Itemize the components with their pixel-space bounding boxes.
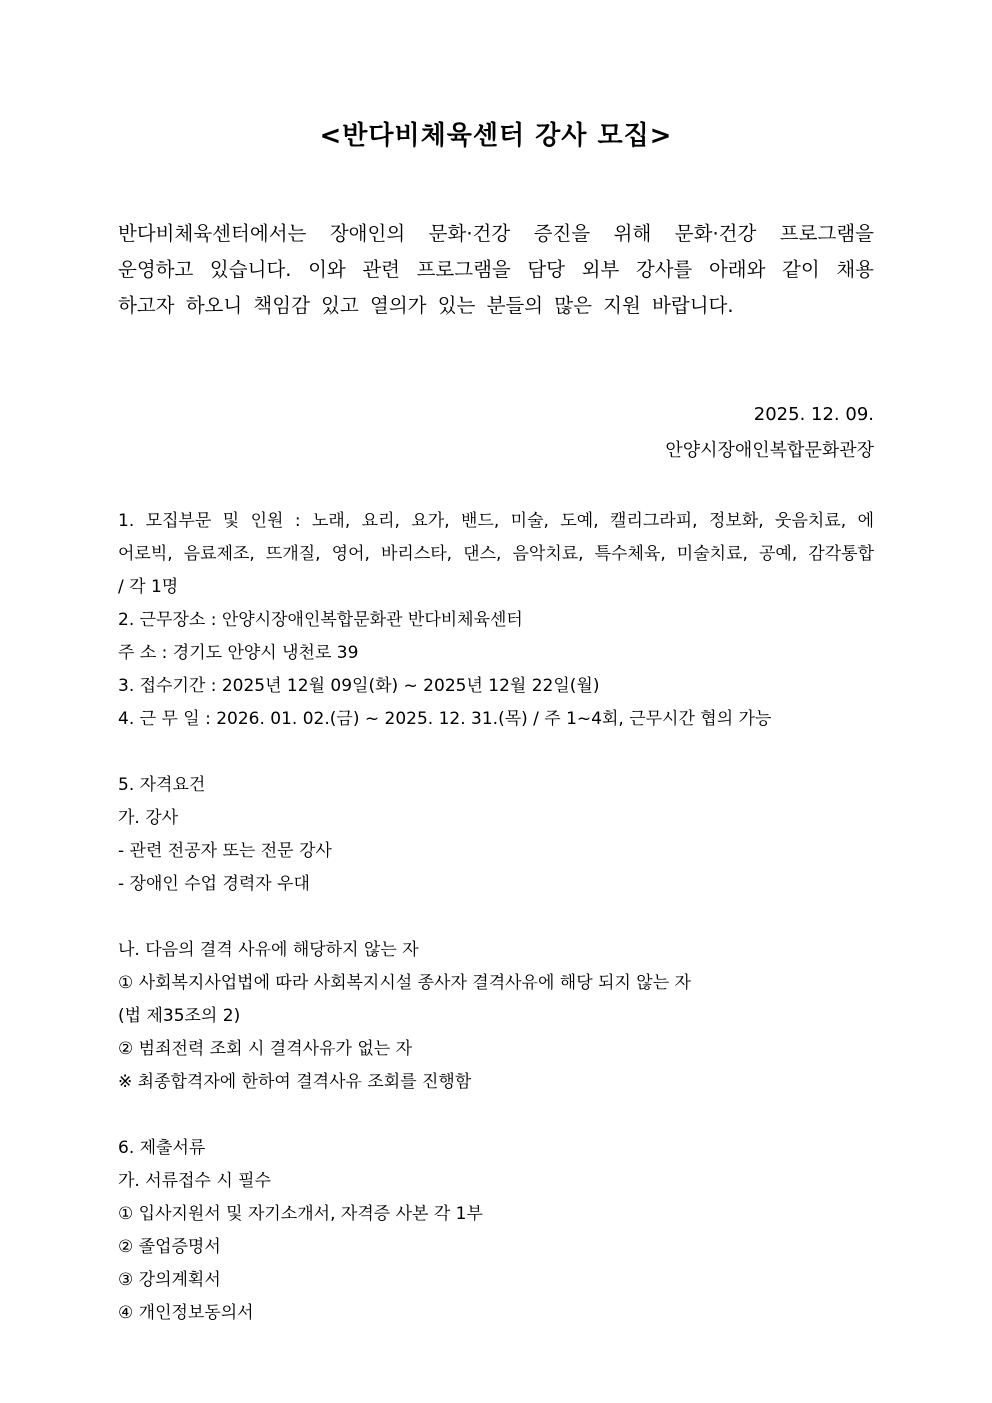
documents-heading: 6. 제출서류 [118,1138,206,1158]
qualifications-heading: 5. 자격요건 [118,775,206,795]
instructor-heading: 가. 강사 [118,808,179,828]
disqualification-item: ① 사회복지사업법에 따라 사회복지시설 종사자 결격사유에 해당 되지 않는 자 [118,973,691,993]
documents-subheading: 가. 서류접수 시 필수 [118,1171,271,1191]
intro-line: 반다비체육센터에서는 장애인의 문화·건강 증진을 위해 문화·건강 프로그램을 [118,222,874,245]
work-address: 주 소 : 경기도 안양시 냉천로 39 [118,643,359,663]
notice-body [118,505,874,1330]
disqualification-note: ※ 최종합격자에 한하여 결격사유 조회를 진행함 [118,1072,472,1092]
document-item: ② 졸업증명서 [118,1237,221,1257]
disqualification-item: ② 범죄전력 조회 시 결격사유가 없는 자 [118,1039,412,1059]
disqualification-item-cont: (법 제35조의 2) [118,1006,241,1026]
document-item: ④ 개인정보동의서 [118,1303,254,1323]
document-item: ③ 강의계획서 [118,1270,221,1290]
document-item: ① 입사지원서 및 자기소개서, 자격증 사본 각 1부 [118,1204,483,1224]
intro-paragraph [118,216,874,324]
issuer-name: 안양시장애인복합문화관장 [665,440,874,461]
work-days: 4. 근 무 일 : 2026. 01. 02.(금) ~ 2025. 12. 31.(목) / 주 1~4회, 근무시간 협의 가능 [118,709,772,729]
work-place: 2. 근무장소 : 안양시장애인복합문화관 반다비체육센터 [118,610,523,630]
intro-line: 하고자 하오니 책임감 있고 열의가 있는 분들의 많은 지원 바랍니다. [118,294,734,317]
notice-date: 2025. 12. 09. [753,404,874,425]
qualification-item: - 장애인 수업 경력자 우대 [118,874,310,894]
signature-block [665,397,874,469]
section-1-line: / 각 1명 [118,577,179,597]
disqualification-heading: 나. 다음의 결격 사유에 해당하지 않는 자 [118,940,419,960]
intro-line: 운영하고 있습니다. 이와 관련 프로그램을 담당 외부 강사를 아래와 같이 채용 [118,258,874,281]
section-1-line: 어로빅, 음료제조, 뜨개질, 영어, 바리스타, 댄스, 음악치료, 특수체육, 미술치료, 공예, 감각통합 [118,544,874,564]
qualification-item: - 관련 전공자 또는 전문 강사 [118,841,332,861]
application-period: 3. 접수기간 : 2025년 12월 09일(화) ~ 2025년 12월 22일(월) [118,676,600,696]
document-title: <반다비체육센터 강사 모집> [319,121,673,151]
section-1-line: 1. 모집부문 및 인원 : 노래, 요리, 요가, 밴드, 미술, 도예, 캘리그라피, 정보화, 웃음치료, 에 [118,511,874,531]
